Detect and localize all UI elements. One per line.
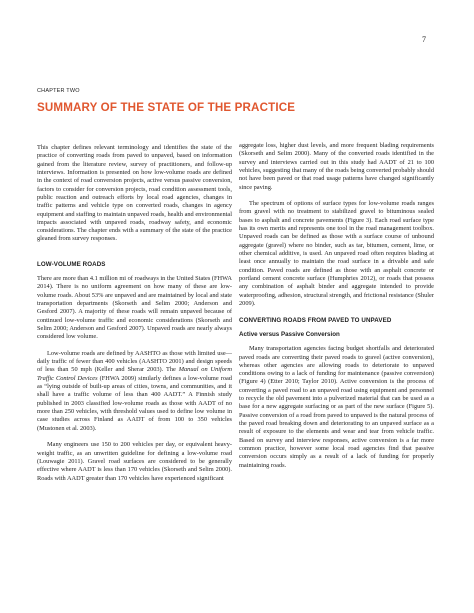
paragraph: There are more than 4.1 million mi of roadways in the United States (FHWA 2014). There is no uniform agreement on how many of these are low-volume roads. About 53% are unpaved and are maintained by local and state transportation departments (Skorseth and Selim 2000; Anderson and Gesford 2007). A majority of these roads will remain unpaved because of continued low-volume traffic and economic considerations (Skorseth and Selim 2000; Anderson and Gesford 2007). Unpaved roads are nearly always considered low volume.	[37, 275, 232, 341]
manual-title: Manual on Uniform Traffic Control Devices	[37, 366, 233, 382]
chapter-title: SUMMARY OF THE STATE OF THE PRACTICE	[37, 101, 296, 114]
paragraph: The spectrum of options of surface types for low-volume roads ranges from gravel with no treatment to stabilized gravel to bituminous sealed bases to asphalt and concrete pavements (Figure 3). Each road surface type has its own merits and represents one tool in the road management toolbox. Unpaved roads can be defined as those with a surface course of unbound aggregate (gravel) where no binder, such as tar, bitumen, cement, lime, or other chemical additive, is used. An unpaved road often requires blading at least once annually to maintain the road surface in a drivable and safe condition. Paved roads are defined as those with an asphalt concrete or portland cement concrete surface (Humphries 2012), or roads that possess any combination of asphalt binder and aggregate intended to provide waterproofing, adhesion, structural strength, and frictional resistance (Shuler 2009).	[239, 200, 434, 307]
paragraph: Many transportation agencies facing budget shortfalls and deteriorated paved roads are converting their paved roads to gravel (active conversion), whereas other agencies are allowing roads to deteriorate to unpaved conditions owing to a lack of funding for maintenance (passive conversion) (Figure 4) (Etter 2010; Taylor 2010). Active conversion is the process of converting a paved road to an unpaved road using equipment and personnel to recycle the old pavement into a pulverized material that can be used as a base for a new aggregate surfacing or as part of the new surface (Figure 5). Passive conversion of a road from paved to unpaved is the natural process of the paved road breaking down and deteriorating to an unpaved surface as a result of exposure to the elements and wear and tear from vehicle traffic. Based on survey and interview responses, active conversion is a far more common practice, however some local road agencies find that passive conversion occurs simply as a result of a lack of funding for properly maintaining roads.	[239, 345, 434, 469]
paragraph-text: Low-volume roads are defined by AASHTO as those with limited use—daily traffic of fewer than 400 vehicles (AASHTO 2001) and design speeds of less than 50 mph (Keller and Sherar 2003). The	[37, 349, 232, 374]
subheading-active-vs-passive: Active versus Passive Conversion	[239, 331, 340, 339]
left-column	[37, 144, 232, 483]
paragraph-text: (FHWA 2009) similarly defines a low-volume road as “lying outside of built-up areas of cities, towns, and communities, and it shall have a traffic volume of less than 400 AADT.” A Finnish study published in 2003 classified low-volume roads as those with AADT of no more than 250 vehicles, with threshold values used to define low volume in case studies across Finland as AADT of from 100 to 350 vehicles (Mustonen et al. 2003).	[37, 374, 232, 432]
paragraph: aggregate loss, higher dust levels, and more frequent blading requirements (Skorseth and Selim 2000). Many of the converted roads identified in the survey and interviews carried out in this study had AADT of 21 to 100 vehicles, suggesting that many of the roads being converted probably should not have been paved or that road usage patterns have changed significantly since paving.	[239, 142, 434, 191]
paragraph: Many engineers use 150 to 200 vehicles per day, or equivalent heavy-weight traffic, as an unwritten guideline for defining a low-volume road (Louwagie 2011). Gravel road surfaces are considered to be generally effective where AADT is less than 170 vehicles (Skorseth and Selim 2000). Roads with AADT greater than 170 vehicles have experienced significant	[37, 441, 232, 482]
intro-paragraph: This chapter defines relevant terminology and identifies the state of the practice of converting roads from paved to unpaved, based on information gained from the literature review, survey of practitioners, and follow-up interviews. Information is presented on how low-volume roads are defined in the context of road conversion projects, active versus passive conversion, factors to consider for conversion projects, road condition assessment tools, public reaction and outreach efforts by local road agencies, changes in traffic patterns and vehicle type on converted roads, changes in agency equipment and staffing to maintain unpaved roads, health and environmental impacts associated with unpaved roads, roadway safety, and economic considerations. The chapter ends with a summary of the state of the practice gleaned from survey responses.	[37, 144, 232, 243]
section-heading-converting-roads: CONVERTING ROADS FROM PAVED TO UNPAVED	[239, 317, 392, 325]
paragraph	[37, 350, 232, 433]
page-number: 7	[422, 35, 426, 44]
chapter-label: CHAPTER TWO	[37, 88, 80, 94]
right-column	[239, 142, 434, 470]
section-heading-low-volume-roads: LOW-VOLUME ROADS	[37, 261, 106, 269]
